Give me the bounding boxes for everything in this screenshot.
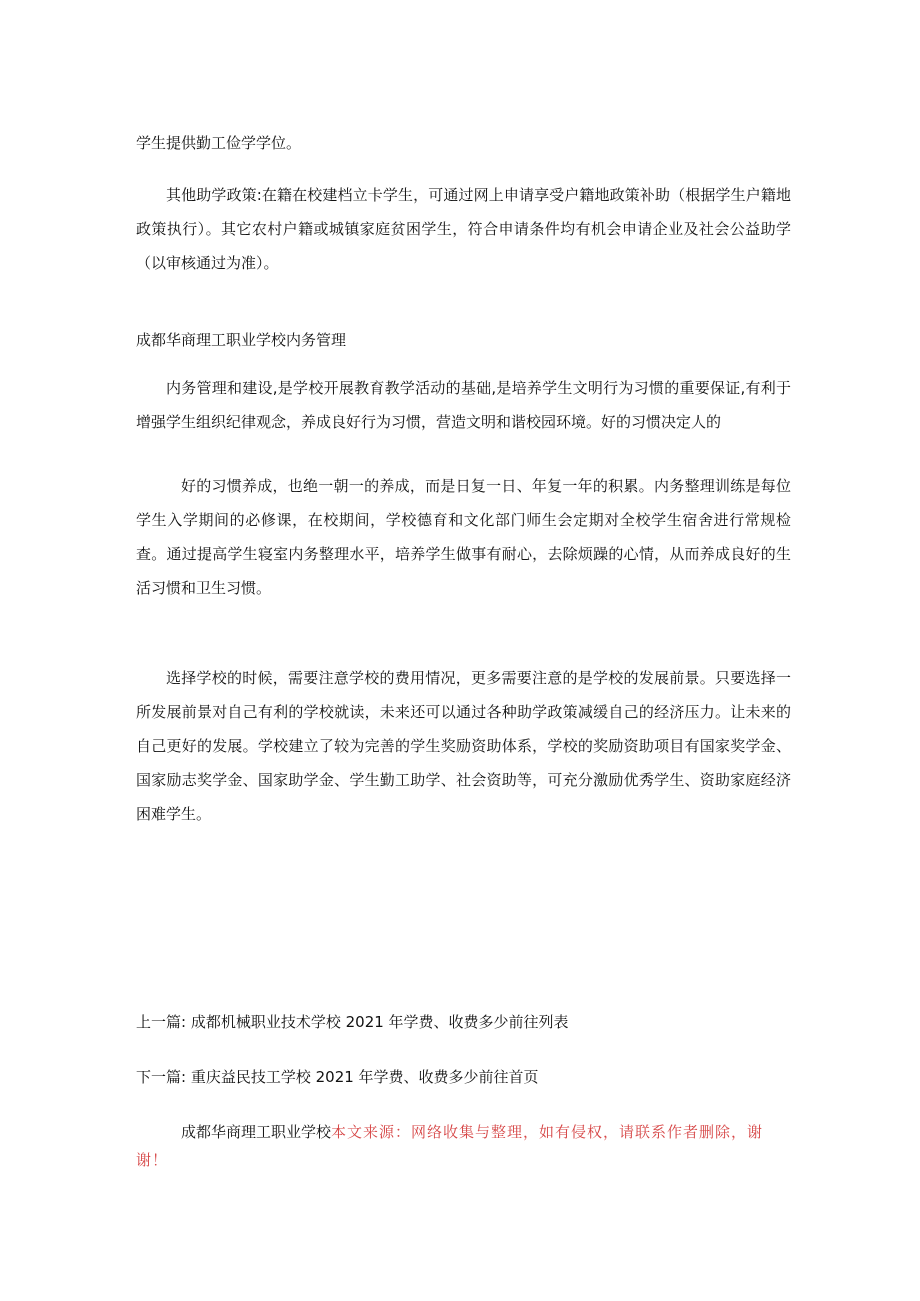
paragraph-habits: 好的习惯养成，也绝一朝一的养成，而是日复一日、年复一年的积累。内务整理训练是每位学生入学期间的必修课，在校期间，学校德育和文化部门师生会定期对全校学生宿舍进行常规检查。通过提高学生寝室内务整理水平，培养学生做事有耐心，去除烦躁的心情，从而养成良好的生活习惯和卫生习惯。: [136, 477, 791, 597]
paragraph-other-policy: 其他助学政策:在籍在校建档立卡学生，可通过网上申请享受户籍地政策补助（根据学生户籍地政策执行）。其它农村户籍或城镇家庭贫困学生，符合申请条件均有机会申请企业及社会公益助学（以审核通过为准）。: [136, 186, 791, 272]
prev-article-label: 上一篇:: [136, 1013, 187, 1031]
source-notice: [136, 1118, 791, 1174]
footer-school-name: 成都华商理工职业学校: [181, 1123, 332, 1141]
paragraph-management: 内务管理和建设,是学校开展教育教学活动的基础,是培养学生文明行为习惯的重要保证,有利于增强学生组织纪律观念，养成良好行为习惯，营造文明和谐校园环境。好的习惯决定人的: [136, 379, 791, 431]
next-article-title: 重庆益民技工学校 2021 年学费、收费多少前往首页: [190, 1068, 539, 1086]
section-heading: 成都华商理工职业学校内务管理: [136, 331, 347, 349]
copyright-notice: 本文来源：网络收集与整理，如有侵权，请联系作者删除，谢谢！: [136, 1123, 764, 1169]
paragraph-choose-school: 选择学校的时候，需要注意学校的费用情况，更多需要注意的是学校的发展前景。只要选择一所发展前景对自己有利的学校就读，未来还可以通过各种助学政策减缓自己的经济压力。让未来的自己更好的发展。学校建立了较为完善的学生奖励资助体系，学校的奖励资助项目有国家奖学金、国家励志奖学金、国家助学金、学生勤工助学、社会资助等，可充分激励优秀学生、资助家庭经济困难学生。: [136, 669, 791, 823]
paragraph-work-study: 学生提供勤工俭学学位。: [136, 134, 302, 152]
prev-article-link[interactable]: [136, 1007, 569, 1037]
next-article-link[interactable]: [136, 1062, 539, 1092]
prev-article-title: 成都机械职业技术学校 2021 年学费、收费多少前往列表: [190, 1013, 569, 1031]
next-article-label: 下一篇:: [136, 1068, 187, 1086]
